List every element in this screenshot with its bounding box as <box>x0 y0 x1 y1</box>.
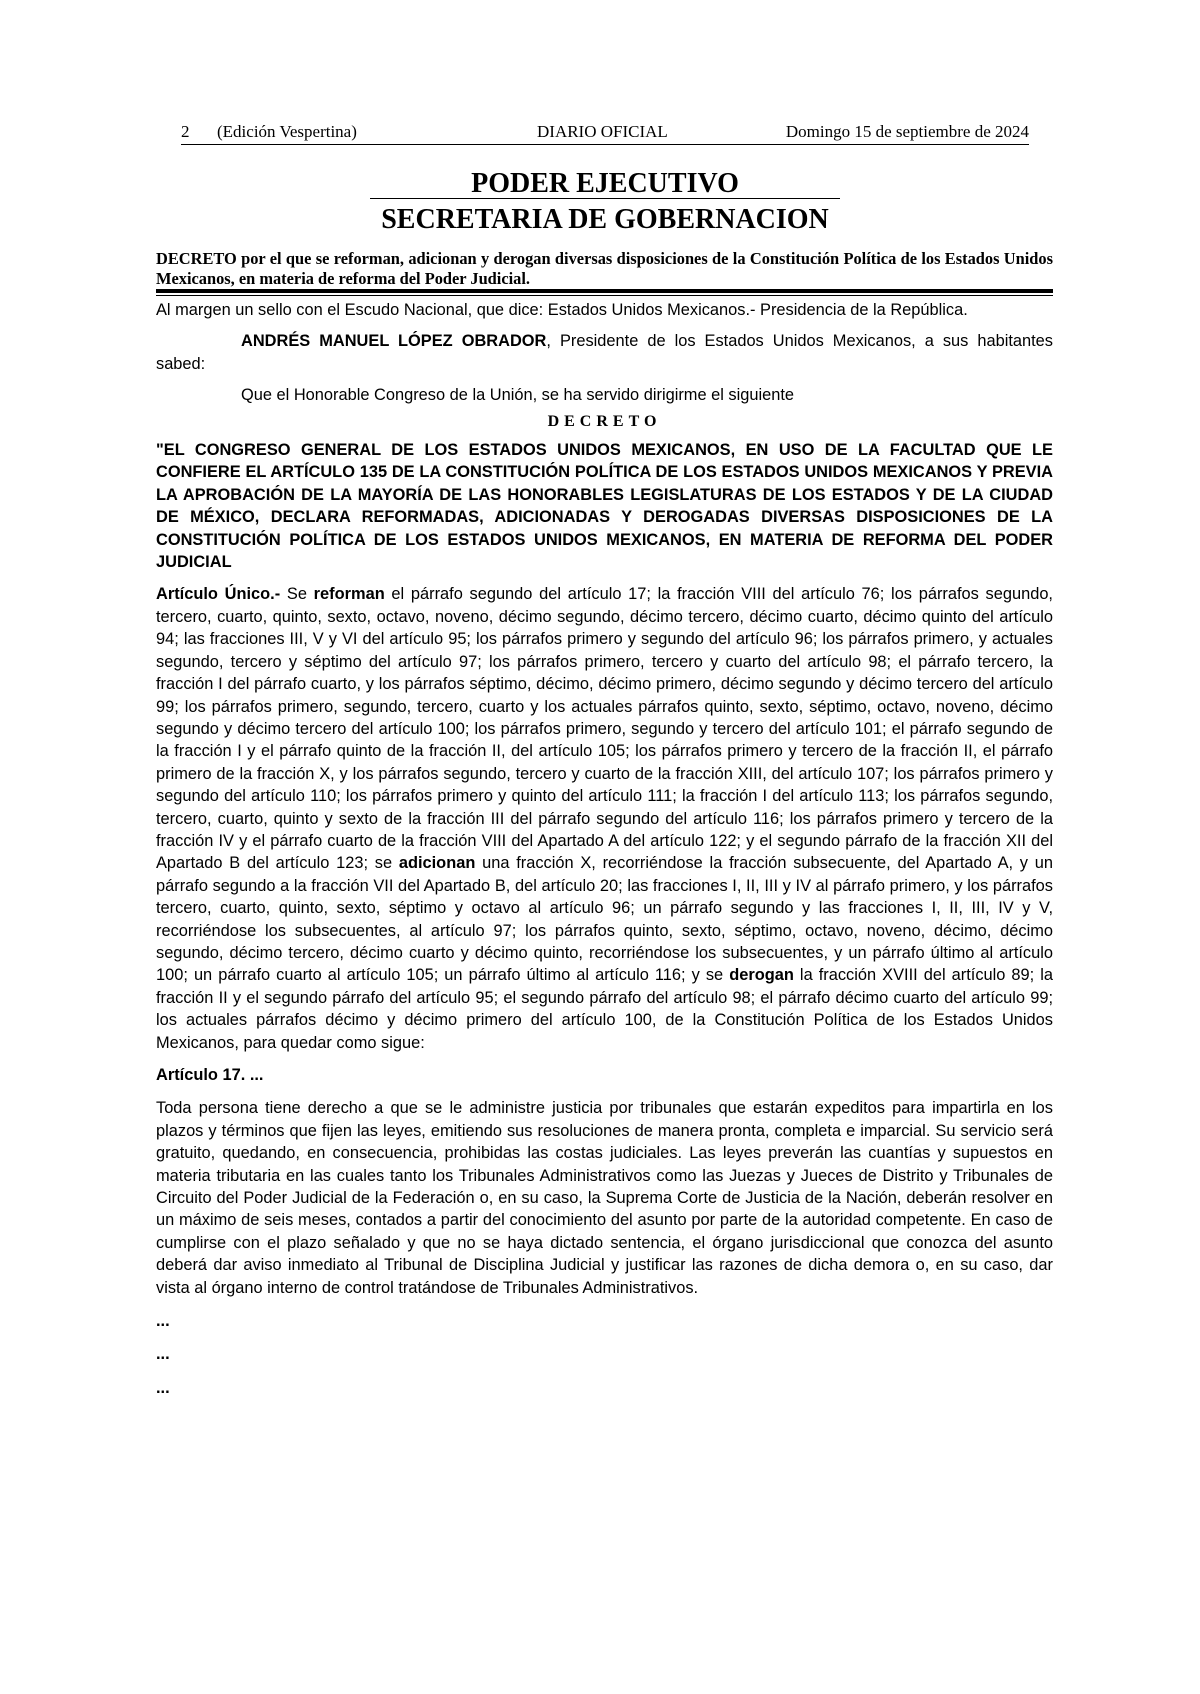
publication-date: Domingo 15 de septiembre de 2024 <box>785 122 1029 141</box>
articulo-unico-text-2: el párrafo segundo del artículo 17; la fracción VIII del artículo 76; los párrafos segundo, tercero, cuarto, quinto, sexto, octavo, noveno, décimo segundo, décimo tercero, décimo cuarto, décimo quinto del artículo 94; las fracciones III, V y VI del artículo 95; los párrafos primero y segundo del artículo 96; los párrafos primero, y actuales segundo, tercero y séptimo del artículo 97; los párrafos primero, tercero y cuarto del artículo 98; el párrafo tercero, la fracción I del párrafo cuarto, y los párrafos séptimo, décimo, décimo primero, décimo segundo y décimo tercero del artículo 99; los párrafos primero, segundo, tercero, cuarto y los actuales párrafos quinto, sexto, séptimo, octavo, noveno, décimo segundo y décimo tercero del artículo 100; los párrafos primero, segundo y tercero del artículo 101; el párrafo segundo de la fracción I y el párrafo quinto de la fracción II, del artículo 105; los párrafos primero y tercero de la fracción II, el párrafo primero de la fracción X, y los párrafos segundo, tercero y cuarto de la fracción XIII, del artículo 107; los párrafos primero y segundo del artículo 110; los párrafos primero y quinto del artículo 111; la fracción I del artículo 113; los párrafos segundo, tercero, cuarto, quinto y sexto de la fracción III del párrafo segundo del artículo 116; los párrafos primero y tercero de la fracción IV y el párrafo cuarto de la fracción VIII del Apartado A del artículo 122; y el segundo párrafo de la fracción XII del Apartado B del artículo 123; se <box>156 585 1053 873</box>
congress-declaration: "EL CONGRESO GENERAL DE LOS ESTADOS UNIDOS MEXICANOS, EN USO DE LA FACULTAD QUE LE CONFIERE EL ARTÍCULO 135 DE LA CONSTITUCIÓN POLÍTICA DE LOS ESTADOS UNIDOS MEXICANOS Y PREVIA LA APROBACIÓN DE LA MAYORÍA DE LAS HONORABLES LEGISLATURAS DE LOS ESTADOS Y DE LA CIUDAD DE MÉXICO, DECLARA REFORMADAS, ADICIONADAS Y DEROGADAS DIVERSAS DISPOSICIONES DE LA CONSTITUCIÓN POLÍTICA DE LOS ESTADOS UNIDOS MEXICANOS, EN MATERIA DE REFORMA DEL PODER JUDICIAL <box>156 441 1053 572</box>
thin-divider <box>156 295 1053 296</box>
articulo-unico-text-3: una fracción X, recorriéndose la fracción subsecuente, del Apartado A, y un párrafo segundo a la fracción VII del Apartado B, del artículo 20; las fracciones I, II, III y IV al párrafo primero, y los párrafos tercero, cuarto, quinto, sexto, séptimo y octavo al artículo 96; un párrafo segundo y las fracciones I, II, III, IV y V, recorriéndose los subsecuentes, al artículo 97; los párrafos quinto, sexto, séptimo, octavo, noveno, décimo, décimo segundo, décimo tercero, décimo cuarto y décimo quinto, recorriéndose los subsecuentes, y un párrafo último al artículo 100; un párrafo cuarto al artículo 105; un párrafo último al artículo 116; y se <box>156 854 1053 985</box>
articulo-unico-label: Artículo Único.- <box>156 585 281 604</box>
president-paragraph <box>156 330 1053 375</box>
president-name: ANDRÉS MANUEL LÓPEZ OBRADOR <box>241 332 547 351</box>
congress-line: Que el Honorable Congreso de la Unión, se ha servido dirigirme el siguiente <box>241 386 795 405</box>
decreto-heading: DECRETO <box>547 412 662 430</box>
president-text: , Presidente de los Estados Unidos Mexicanos, a sus habitantes sabed: <box>156 332 1053 373</box>
articulo-unico-paragraph <box>156 583 1053 1054</box>
ellipsis-2: ... <box>156 1345 170 1364</box>
ministry-title: SECRETARIA DE GOBERNACION <box>381 204 829 235</box>
articulo-17-text: Toda persona tiene derecho a que se le administre justicia por tribunales que estarán expeditos para impartirla en los plazos y términos que fijen las leyes, emitiendo sus resoluciones de manera pronta, completa e imparcial. Su servicio será gratuito, quedando, en consecuencia, prohibidas las costas judiciales. Las leyes preverán las cuantías y supuestos en materia tributaria en las cuales tanto los Tribunales Administrativos como las Juezas y Jueces de Distrito y Tribunales de Circuito del Poder Judicial de la Federación o, en su caso, la Suprema Corte de Justicia de la Nación, deberán resolver en un máximo de seis meses, contados a partir del conocimiento del asunto por parte de la autoridad competente. En caso de cumplirse con el plazo señalado y que no se haya dictado sentencia, el órgano jurisdiccional que conozca del asunto deberá dar aviso inmediato al Tribunal de Disciplina Judicial y justificar las razones de dicha demora o, en su caso, dar vista al órgano interno de control tratándose de Tribunales Administrativos. <box>156 1099 1053 1297</box>
articulo-17-heading: Artículo 17. ... <box>156 1066 264 1084</box>
publication-title: DIARIO OFICIAL <box>537 122 668 141</box>
page-header <box>181 122 1029 145</box>
document-body <box>156 299 1053 1410</box>
thick-divider <box>156 289 1053 293</box>
ellipsis-3: ... <box>156 1378 170 1397</box>
keyword-reforman: reforman <box>313 585 385 604</box>
page-number: 2 <box>181 122 190 141</box>
keyword-derogan: derogan <box>729 966 794 985</box>
branch-title: PODER EJECUTIVO <box>471 168 739 199</box>
decree-title: DECRETO por el que se reforman, adicionan y derogan diversas disposiciones de la Constitución Política de los Estados Unidos Mexicanos, en materia de reforma del Poder Judicial. <box>156 249 1053 288</box>
margin-note: Al margen un sello con el Escudo Nacional, que dice: Estados Unidos Mexicanos.- Presidencia de la República. <box>156 301 968 319</box>
keyword-adicionan: adicionan <box>398 854 476 873</box>
articulo-unico-text-1: Se <box>280 585 314 604</box>
edition-label: (Edición Vespertina) <box>217 122 357 141</box>
ellipsis-1: ... <box>156 1312 170 1331</box>
title-divider <box>370 198 840 199</box>
articulo-unico-text-4: la fracción XVIII del artículo 89; la fracción II y el segundo párrafo del artículo 95; el segundo párrafo del artículo 98; el párrafo décimo cuarto del artículo 99; los actuales párrafos décimo y décimo primero del artículo 100, de la Constitución Política de los Estados Unidos Mexicanos, para quedar como sigue: <box>156 966 1054 1052</box>
